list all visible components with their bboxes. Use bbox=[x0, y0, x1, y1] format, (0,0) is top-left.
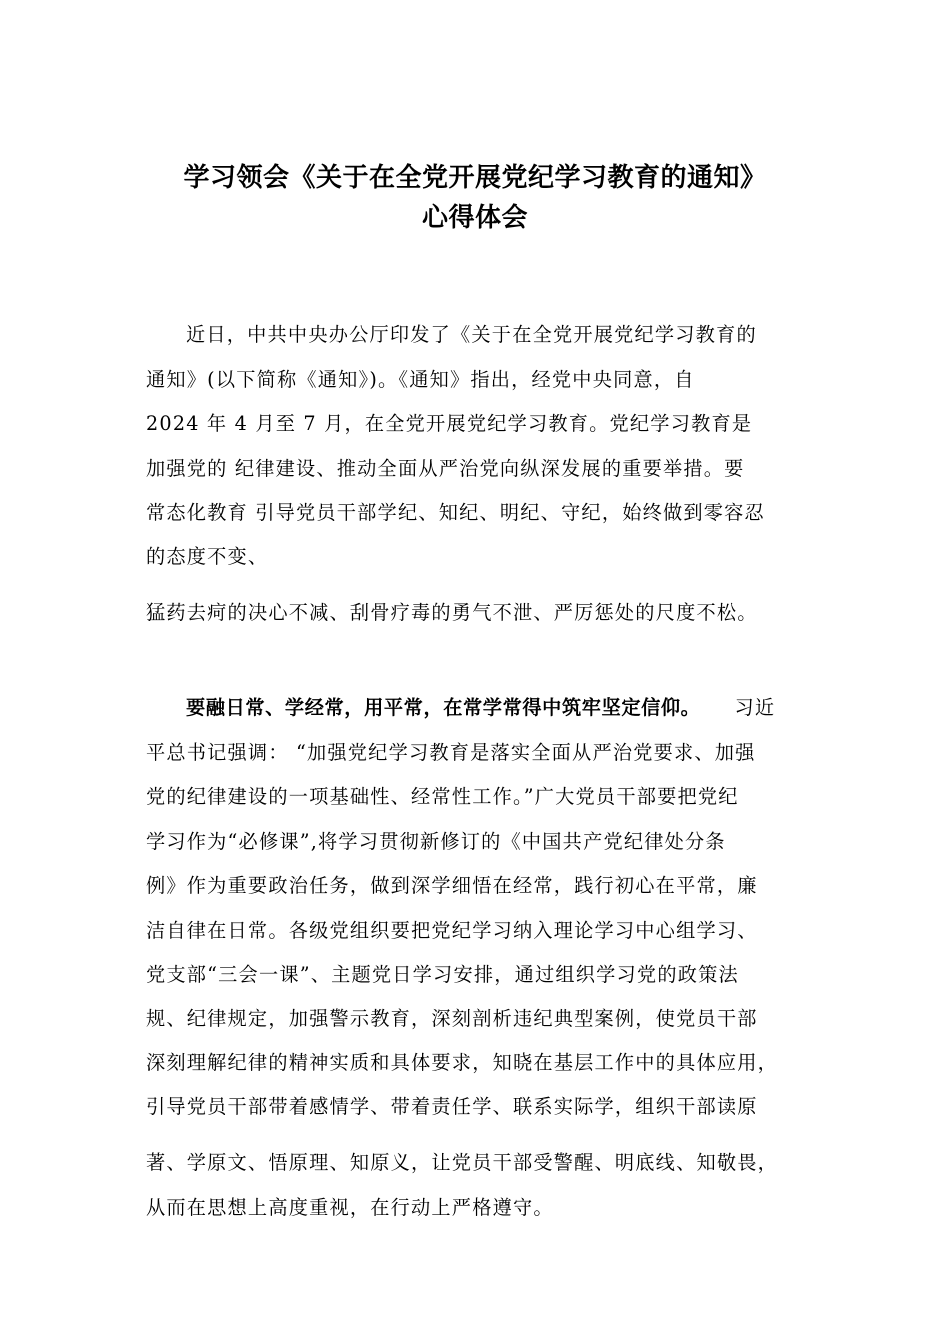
paragraph-2-lead-rest: 习近 bbox=[734, 696, 776, 719]
paragraph-2-line: 学习作为“必修课”,将学习贯彻新修订的《中国共产党纪律处分条 bbox=[146, 830, 726, 853]
title-line-1: 学习领会《关于在全党开展党纪学习教育的通知》 bbox=[183, 163, 767, 193]
paragraph-2-line: 平总书记强调： “加强党纪学习教育是落实全面从严治党要求、加强 bbox=[146, 741, 756, 764]
paragraph-2-line: 党支部“三会一课”、主题党日学习安排，通过组织学习党的政策法 bbox=[146, 963, 739, 986]
paragraph-2-line: 从而在思想上高度重视，在行动上严格遵守。 bbox=[146, 1196, 554, 1219]
document-title bbox=[0, 158, 950, 238]
title-line-2: 心得体会 bbox=[421, 203, 528, 233]
paragraph-2-line: 规、纪律规定，加强警示教育，深刻剖析违纪典型案例，使党员干部 bbox=[146, 1007, 758, 1030]
paragraph-2-line: 洁自律在日常。各级党组织要把党纪学习纳入理论学习中心组学习、 bbox=[146, 919, 758, 942]
paragraph-1-line: 常态化教育 引导党员干部学纪、知纪、明纪、守纪，始终做到零容忍 bbox=[146, 501, 765, 524]
paragraph-1-line: 猛药去疴的决心不减、刮骨疗毒的勇气不泄、严厉惩处的尺度不松。 bbox=[146, 601, 758, 624]
paragraph-2-line: 引导党员干部带着感情学、带着责任学、联系实际学，组织干部读原 bbox=[146, 1095, 758, 1118]
paragraph-1-line: 的态度不变、 bbox=[146, 545, 269, 568]
paragraph-1-line: 近日，中共中央办公厅印发了《关于在全党开展党纪学习教育的 bbox=[186, 323, 757, 346]
paragraph-2-line: 例》作为重要政治任务，做到深学细悟在经常，践行初心在平常，廉 bbox=[146, 874, 758, 897]
paragraph-1-line: 加强党的 纪律建设、推动全面从严治党向纵深发展的重要举措。要 bbox=[146, 457, 745, 480]
paragraph-2-line: 深刻理解纪律的精神实质和具体要求，知晓在基层工作中的具体应用， bbox=[146, 1051, 779, 1074]
paragraph-2-first-line bbox=[186, 694, 775, 722]
paragraph-2-line: 党的纪律建设的一项基础性、经常性工作。”广大党员干部要把党纪 bbox=[146, 785, 739, 808]
paragraph-1-line: 2024 年 4 月至 7 月，在全党开展党纪学习教育。党纪学习教育是 bbox=[146, 412, 753, 435]
paragraph-1-line: 通知》(以下简称《通知》)。《通知》指出，经党中央同意，自 bbox=[146, 368, 695, 391]
paragraph-2-bold-lead: 要融日常、学经常，用平常，在常学常得中筑牢坚定信仰。 bbox=[186, 696, 701, 719]
paragraph-2-line: 著、学原文、悟原理、知原义，让党员干部受警醒、明底线、知敬畏， bbox=[146, 1151, 779, 1174]
